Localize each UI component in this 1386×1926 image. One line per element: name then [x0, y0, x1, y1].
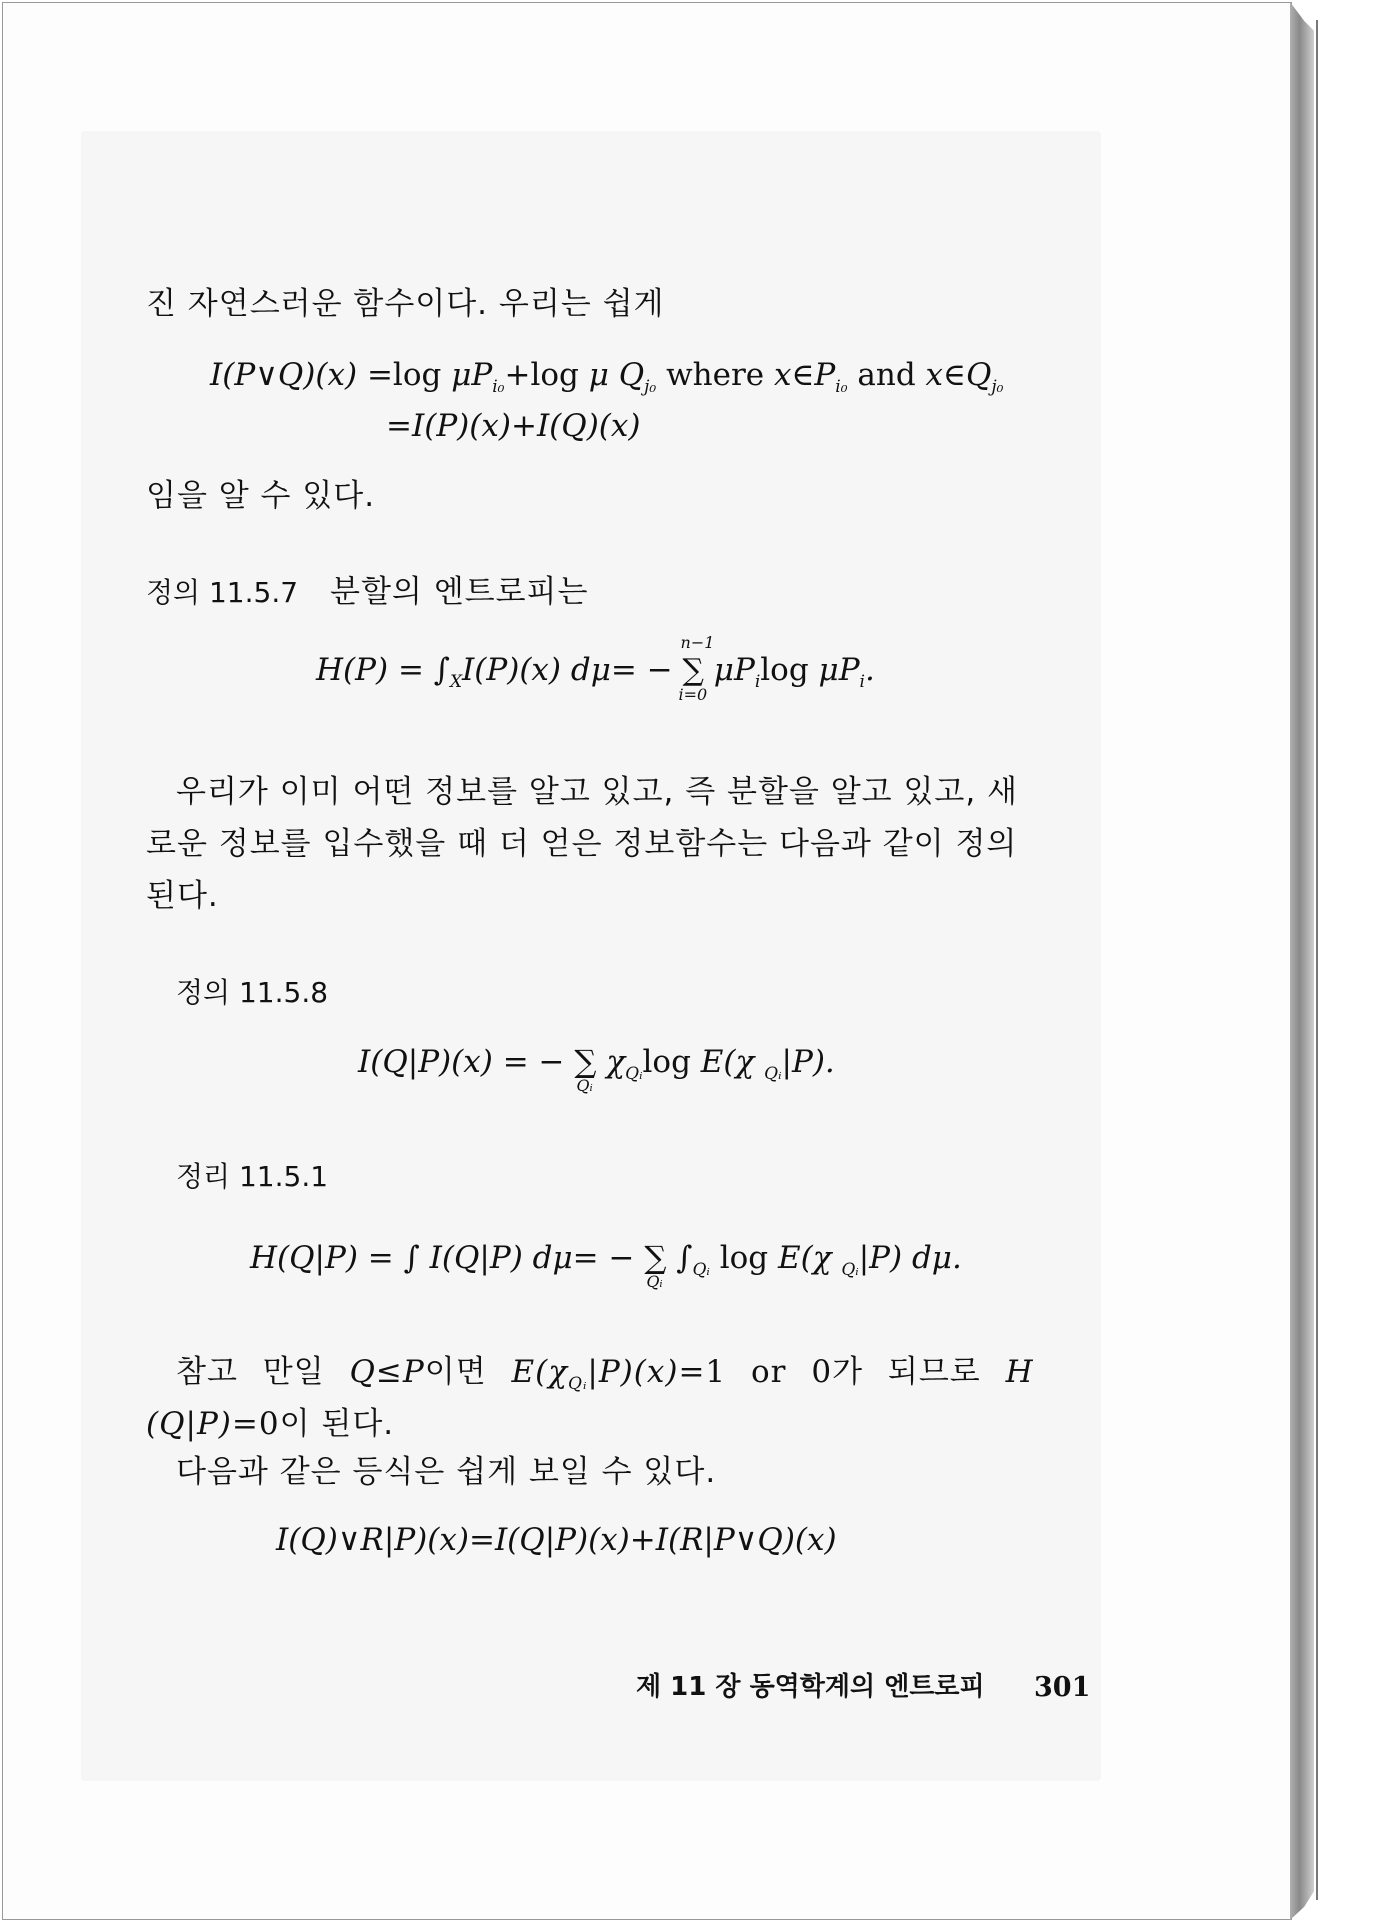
paragraph-line-1: 우리가 이미 어떤 정보를 알고 있고, 즉 분할을 알고 있고, 새	[176, 774, 1019, 810]
equation-1-continued: =I(P)(x)+I(Q)(x)	[386, 408, 641, 444]
page-stack-edge	[1290, 2, 1314, 1920]
paragraph-line-3: 된다.	[146, 878, 219, 914]
note-line-2: (Q|P)=0이 된다.	[146, 1406, 395, 1442]
equation-1: I(P∨Q)(x) =log $\mu P_{i_0}+\log$ μ $Q_{j_0}$ where $x\in P_{i_0}$ and $x\in Q_{j_0}$	[210, 357, 1004, 398]
definition-text-11-5-7: 분할의 엔트로피는	[330, 574, 589, 610]
page-number: 301	[1034, 1672, 1091, 1703]
definition-label-11-5-8: 정의 11.5.8	[176, 976, 329, 1009]
theorem-label-11-5-1: 정리 11.5.1	[176, 1160, 329, 1193]
text-line-2: 임을 알 수 있다.	[146, 478, 376, 514]
equation-5: I(Q)∨R|P)(x)=I(Q|P)(x)+I(R|P∨Q)(x)	[276, 1522, 837, 1558]
running-footer: 제 11 장 동역학계의 엔트로피	[636, 1672, 985, 1702]
page-edge-line	[1316, 20, 1318, 1900]
note-line-1: 참고 만일 Q≤P이면 $E(\chi_{Qᵢ}|P)(x)=1$ or 0가 되므로 H	[176, 1354, 1034, 1395]
definition-label-11-5-7: 정의 11.5.7	[146, 576, 299, 609]
note-line-3: 다음과 같은 등식은 쉽게 보일 수 있다.	[176, 1454, 717, 1490]
equation-2: $H(P) = \int_XI(P)(x) d\mu=$ − ∑ n−1 i=0 $\mu P_i\log$ $\mu P_i$.	[316, 633, 875, 704]
equation-4: H(Q|P) = ∫ I(Q|P) dμ= − ∑ Qᵢ $\int_{Qᵢ}$ log E(χ $_{Qᵢ}$|P) dμ.	[250, 1240, 962, 1291]
text-line-1: 진 자연스러운 함수이다. 우리는 쉽게	[146, 286, 665, 322]
paragraph-line-2: 로운 정보를 입수했을 때 더 얻은 정보함수는 다음과 같이 정의	[146, 826, 1018, 862]
equation-3: I(Q|P)(x) = − ∑ Qᵢ $\chi_{Qᵢ}\log$ E(χ $_{Qᵢ}$|P).	[358, 1044, 835, 1095]
